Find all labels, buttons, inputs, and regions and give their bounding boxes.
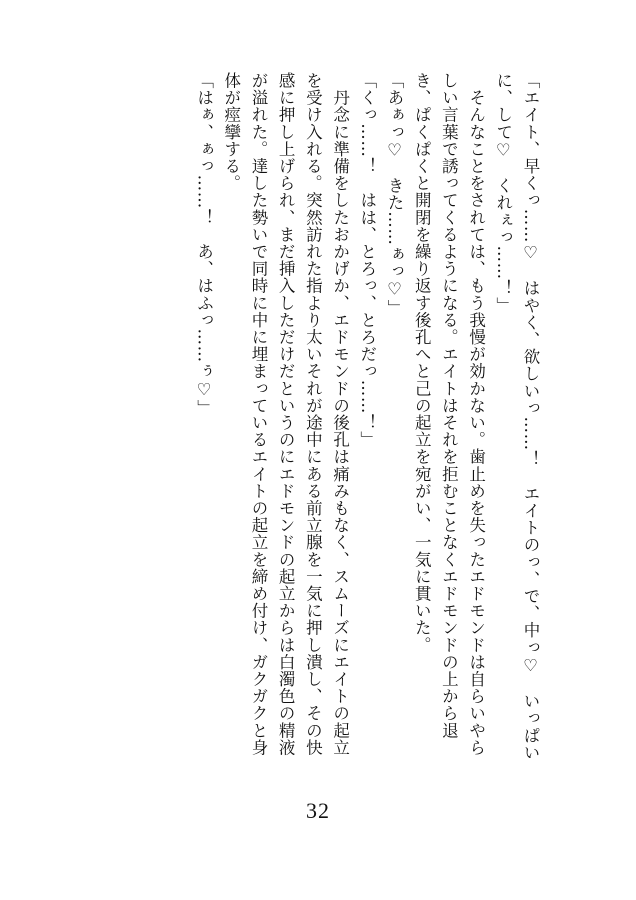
- paragraph: そんなことをされては、もう我慢が効かない。歯止めを失ったエドモンドは自らいやらしい言葉で誘ってくるようになる。エイトはそれを拒むことなくエドモンドの上から退き、ぱくぱくと開閉を繰り返す後孔へと己の起立を宛がい、一気に貫いた。: [412, 72, 486, 756]
- paragraph: 「くっ……！ はは、とろっ、とろだっ……！」: [357, 72, 377, 449]
- paragraph: 「あぁっ♡ きた……ぁっ♡」: [384, 72, 404, 317]
- paragraph: 「はぁ、ぁっ……！ あ、はふっ……ぅ♡」: [194, 72, 214, 417]
- paragraph: 「エイト、早くっ……♡ はやく、欲しいっ……！ エイトのっ、で、中っ♡ いっぱいに、して♡ くれぇっ……！」: [493, 72, 540, 761]
- paragraph: 丹念に準備をしたおかげか、エドモンドの後孔は痛みもなく、スムーズにエイトの起立を受け入れる。突然訪れた指より太いそれが途中にある前立腺を一気に押し潰し、その快感に押し上げられ、まだ挿入しただけだというのにエドモンドの起立からは白濁色の精液が溢れた。達した勢いで同時に中に埋まっているエイトの起立を締め付け、ガクガクと身体が痙攣する。: [221, 72, 350, 756]
- vertical-text-body: [190, 72, 544, 772]
- page-number: 32: [306, 798, 330, 823]
